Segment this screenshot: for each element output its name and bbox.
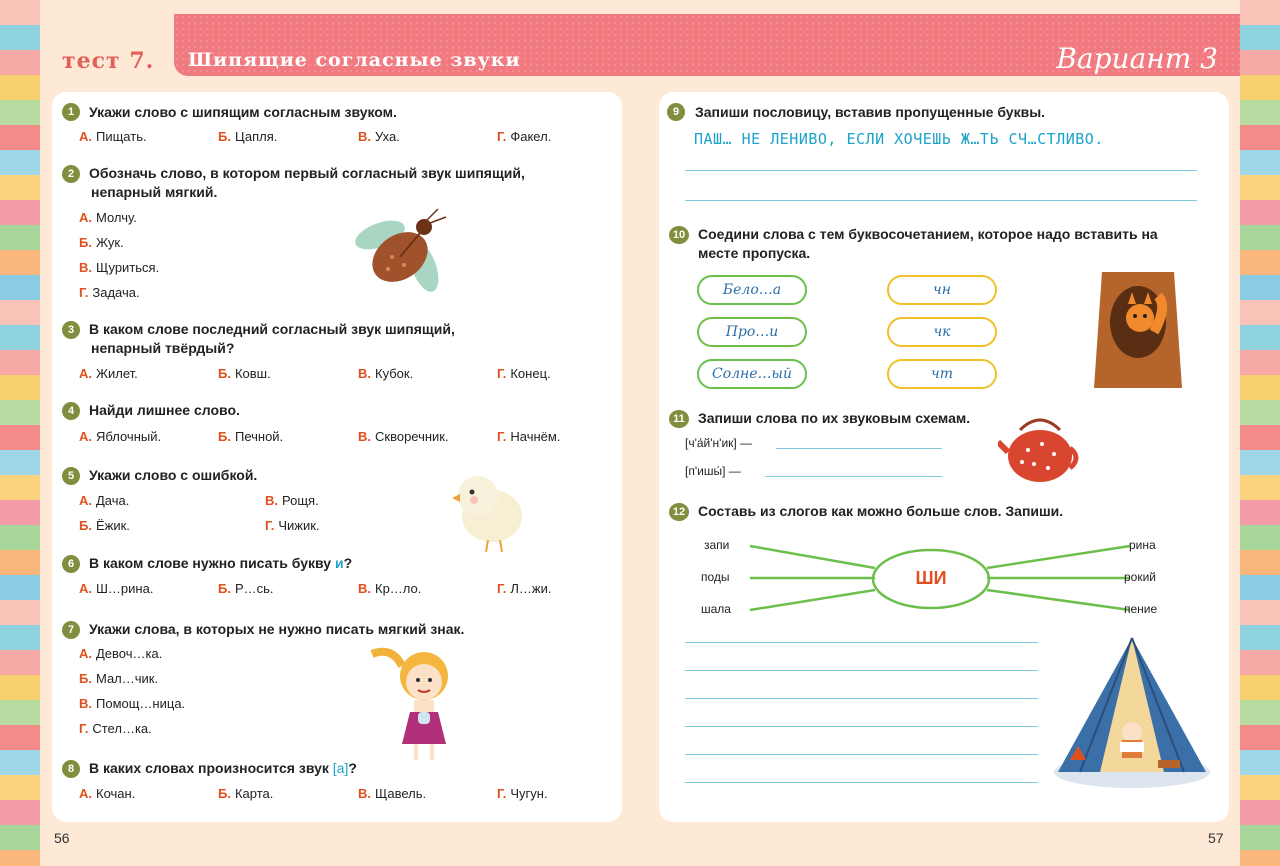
answer-line[interactable] bbox=[685, 170, 1197, 171]
question-number-11: 11 bbox=[669, 410, 689, 428]
question-1-option-b[interactable]: Б. Цапля. bbox=[218, 129, 278, 144]
question-8-option-b[interactable]: Б. Карта. bbox=[218, 786, 274, 801]
word-pill-1[interactable]: Бело…а bbox=[697, 275, 807, 305]
beetle-illustration bbox=[352, 205, 452, 300]
question-5-option-d[interactable]: Г. Чижик. bbox=[265, 518, 320, 533]
question-8-option-d[interactable]: Г. Чугун. bbox=[497, 786, 548, 801]
question-2-option-c[interactable]: В. Щуриться. bbox=[79, 260, 160, 275]
question-6-option-a[interactable]: А. Ш…рина. bbox=[79, 581, 154, 596]
answer-line[interactable] bbox=[685, 754, 1038, 755]
syllable-left-3: шала bbox=[701, 602, 731, 616]
tent-reading-illustration bbox=[1050, 632, 1215, 792]
answer-line[interactable] bbox=[765, 476, 942, 477]
question-10-text: Соедини слова с тем буквосочетанием, которое надо вставить на месте пропуска. bbox=[698, 226, 1158, 261]
question-3-option-b[interactable]: Б. Ковш. bbox=[218, 366, 271, 381]
highlighted-sound: [а] bbox=[332, 760, 349, 776]
squirrel-in-tree-illustration bbox=[1088, 266, 1188, 388]
question-4-text: Найди лишнее слово. bbox=[89, 402, 240, 418]
question-number-9: 9 bbox=[667, 103, 685, 121]
question-7-option-d[interactable]: Г. Стел…ка. bbox=[79, 721, 152, 736]
question-3-option-c[interactable]: В. Кубок. bbox=[358, 366, 414, 381]
question-2-option-d[interactable]: Г. Задача. bbox=[79, 285, 140, 300]
combo-pill-1[interactable]: чн bbox=[887, 275, 997, 305]
question-3-text: В каком слове последний согласный звук шипящий, непарный твёрдый? bbox=[89, 321, 455, 356]
answer-line[interactable] bbox=[685, 670, 1038, 671]
center-syllable: ШИ bbox=[915, 568, 947, 588]
variant-label: Вариант 3 bbox=[1056, 42, 1218, 75]
question-8-option-a[interactable]: А. Кочан. bbox=[79, 786, 136, 801]
test-number: тест 7. bbox=[62, 48, 155, 74]
question-number-5: 5 bbox=[62, 467, 80, 485]
chick-illustration bbox=[448, 466, 528, 556]
page-header bbox=[40, 14, 1240, 76]
answer-line[interactable] bbox=[685, 782, 1038, 783]
question-4-option-b[interactable]: Б. Печной. bbox=[218, 429, 284, 444]
question-5-text: Укажи слово с ошибкой. bbox=[89, 467, 258, 483]
question-number-12: 12 bbox=[669, 503, 689, 521]
decorative-stripe-right bbox=[1240, 0, 1280, 866]
syllable-right-2: рокий bbox=[1124, 570, 1157, 584]
question-5-option-c[interactable]: В. Рощя. bbox=[265, 493, 319, 508]
question-11-text: Запиши слова по их звуковым схемам. bbox=[698, 410, 971, 426]
page-number-left: 56 bbox=[54, 830, 70, 846]
answer-line[interactable] bbox=[685, 642, 1038, 643]
answer-line[interactable] bbox=[685, 698, 1038, 699]
combo-pill-3[interactable]: чт bbox=[887, 359, 997, 389]
question-8-option-c[interactable]: В. Щавель. bbox=[358, 786, 427, 801]
question-7-option-c[interactable]: В. Помощ…ница. bbox=[79, 696, 186, 711]
question-5-option-b[interactable]: Б. Ёжик. bbox=[79, 518, 130, 533]
answer-line[interactable] bbox=[776, 448, 942, 449]
highlighted-letter: и bbox=[334, 555, 344, 571]
topic-title: Шипящие согласные звуки bbox=[188, 49, 521, 71]
teapot-illustration bbox=[998, 412, 1082, 486]
girl-illustration bbox=[362, 644, 472, 766]
question-2-option-a[interactable]: А. Молчу. bbox=[79, 210, 137, 225]
sound-scheme-1: [ч'а́й'н'ик] — bbox=[685, 436, 753, 450]
question-12-text: Составь из слогов как можно больше слов. Запиши. bbox=[698, 503, 1064, 519]
syllable-left-2: поды bbox=[701, 570, 730, 584]
question-6-option-b[interactable]: Б. Р…сь. bbox=[218, 581, 274, 596]
question-number-2: 2 bbox=[62, 165, 80, 183]
question-1-text: Укажи слово с шипящим согласным звуком. bbox=[89, 104, 397, 120]
word-pill-3[interactable]: Солне…ый bbox=[697, 359, 807, 389]
answer-line[interactable] bbox=[685, 200, 1197, 201]
question-number-4: 4 bbox=[62, 402, 80, 420]
question-7-option-a[interactable]: А. Девоч…ка. bbox=[79, 646, 163, 661]
question-5-option-a[interactable]: А. Дача. bbox=[79, 493, 130, 508]
syllable-left-1: запи bbox=[704, 538, 730, 552]
question-number-7: 7 bbox=[62, 621, 80, 639]
page-number-right: 57 bbox=[1208, 830, 1224, 846]
question-number-1: 1 bbox=[62, 103, 80, 121]
proverb-text: ПАШ… НЕ ЛЕНИВО, ЕСЛИ ХОЧЕШЬ Ж…ТЬ СЧ…СТЛИВО. bbox=[694, 130, 1104, 148]
question-number-10: 10 bbox=[669, 226, 689, 244]
question-6-text: В каком слове нужно писать букву и? bbox=[89, 555, 353, 571]
question-7-option-b[interactable]: Б. Мал…чик. bbox=[79, 671, 159, 686]
question-1-option-d[interactable]: Г. Факел. bbox=[497, 129, 552, 144]
decorative-stripe-left bbox=[0, 0, 40, 866]
question-1-option-c[interactable]: В. Уха. bbox=[358, 129, 400, 144]
combo-pill-2[interactable]: чк bbox=[887, 317, 997, 347]
question-6-option-c[interactable]: В. Кр…ло. bbox=[358, 581, 422, 596]
sound-scheme-2: [п'ишы́] — bbox=[685, 464, 741, 478]
question-4-option-a[interactable]: А. Яблочный. bbox=[79, 429, 162, 444]
question-2-option-b[interactable]: Б. Жук. bbox=[79, 235, 124, 250]
question-4-option-d[interactable]: Г. Начнём. bbox=[497, 429, 561, 444]
question-4-option-c[interactable]: В. Скворечник. bbox=[358, 429, 449, 444]
question-9-text: Запиши пословицу, вставив пропущенные буквы. bbox=[695, 104, 1046, 120]
syllable-right-3: пение bbox=[1124, 602, 1158, 616]
question-number-6: 6 bbox=[62, 555, 80, 573]
question-8-text: В каких словах произносится звук [а]? bbox=[89, 760, 357, 776]
question-number-8: 8 bbox=[62, 760, 80, 778]
question-2-text: Обозначь слово, в котором первый согласный звук шипящий, непарный мягкий. bbox=[89, 165, 525, 200]
question-number-3: 3 bbox=[62, 321, 80, 339]
word-pill-2[interactable]: Про…и bbox=[697, 317, 807, 347]
question-1-option-a[interactable]: А. Пищать. bbox=[79, 129, 147, 144]
answer-line[interactable] bbox=[685, 726, 1038, 727]
question-3-option-d[interactable]: Г. Конец. bbox=[497, 366, 551, 381]
question-7-text: Укажи слова, в которых не нужно писать мягкий знак. bbox=[89, 621, 465, 637]
question-3-option-a[interactable]: А. Жилет. bbox=[79, 366, 138, 381]
syllable-right-1: рина bbox=[1129, 538, 1156, 552]
question-6-option-d[interactable]: Г. Л…жи. bbox=[497, 581, 552, 596]
